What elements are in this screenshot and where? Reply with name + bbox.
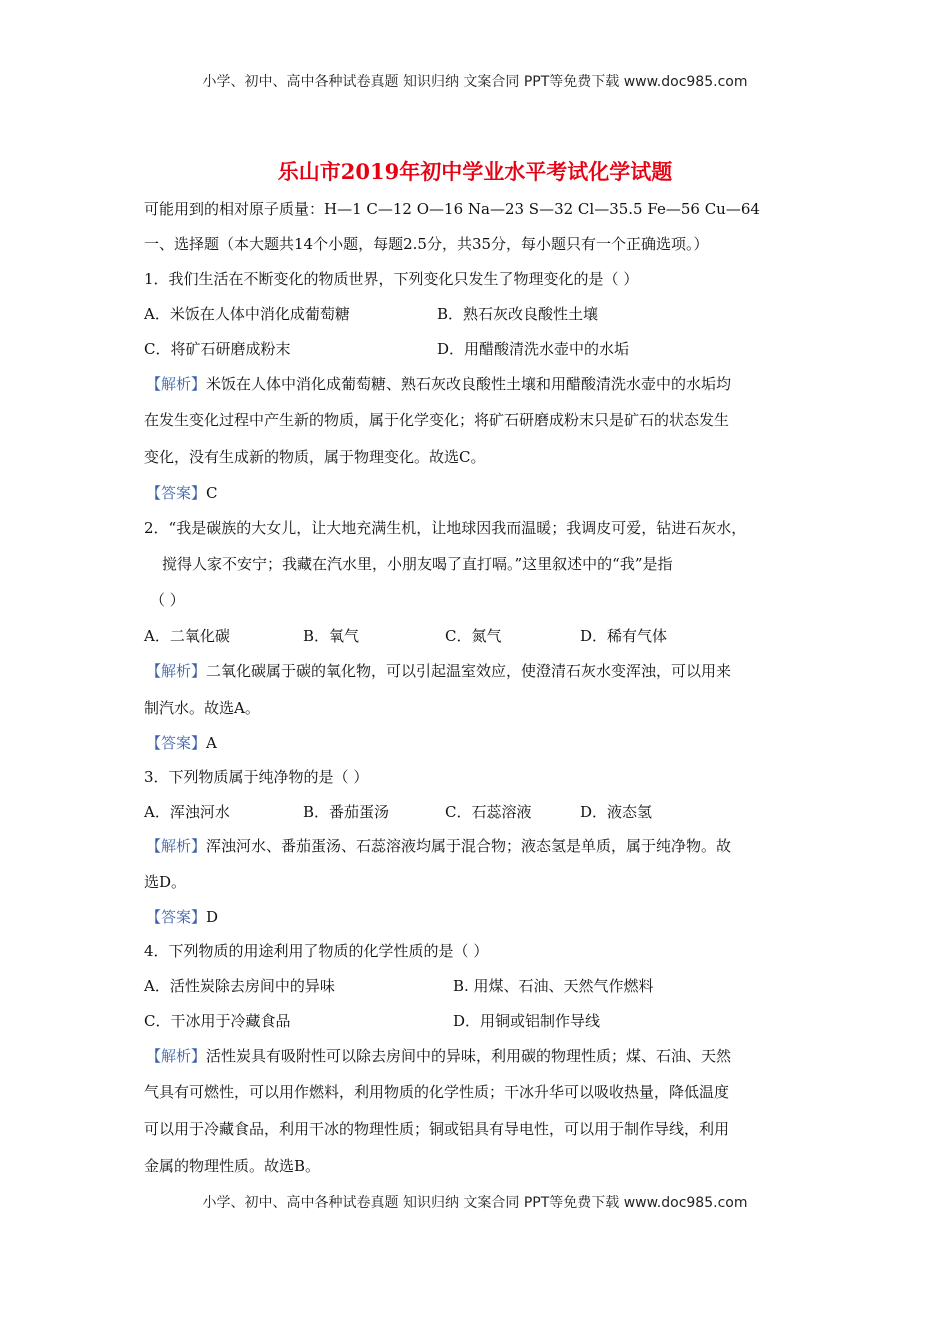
q4-option-a: A．活性炭除去房间中的异味 [144,977,335,995]
q4-option-c: C．干冰用于冷藏食品 [144,1012,291,1030]
q3-analysis-1: 浑浊河水、番茄蛋汤、石蕊溶液均属于混合物；液态氢是单质，属于纯净物。故 [206,837,732,855]
analysis-tag: 【解析】 [146,837,207,855]
q2-stem-1: 2．“我是碳族的大女儿，让大地充满生机，让地球因我而温暖；我调皮可爱，钻进石灰水， [144,519,747,537]
q4-option-b: B. 用煤、石油、天然气作燃料 [453,977,654,995]
q2-stem-2: 搅得人家不安宁；我藏在汽水里，小朋友喝了直打嗝。”这里叙述中的“我”是指 [162,555,673,573]
q1-option-b: B．熟石灰改良酸性土壤 [437,305,599,323]
atomic-masses: 可能用到的相对原子质量：H—1 C—12 O—16 Na—23 S—32 Cl—35.5 Fe—56 Cu—64 [144,200,760,218]
q4-stem: 4．下列物质的用途利用了物质的化学性质的是（ ） [144,942,489,960]
q2-analysis-1: 二氧化碳属于碳的氧化物，可以引起温室效应，使澄清石灰水变浑浊，可以用来 [206,662,732,680]
section-heading: 一、选择题（本大题共14个小题，每题2.5分，共35分，每小题只有一个正确选项。） [144,235,709,253]
analysis-tag: 【解析】 [146,375,207,393]
q4-analysis-1: 活性炭具有吸附性可以除去房间中的异味，利用碳的物理性质；煤、石油、天然 [206,1047,732,1065]
q3-analysis-2: 选D。 [144,873,187,891]
q2-option-b: B．氧气 [303,627,360,645]
q1-answer-line [146,482,218,503]
q3-option-c: C．石蕊溶液 [445,803,532,821]
exam-title: 乐山市2019年初中学业水平考试化学试题 [277,159,673,184]
q2-stem-3: （ ） [150,591,185,609]
answer-tag: 【答案】 [146,484,207,502]
q2-option-a: A．二氧化碳 [144,627,230,645]
q3-option-a: A．浑浊河水 [144,803,230,821]
answer-tag: 【答案】 [146,734,207,752]
q4-analysis-4: 金属的物理性质。故选B。 [144,1157,321,1175]
q4-option-d: D．用铜或铝制作导线 [453,1012,601,1030]
q4-analysis-2: 气具有可燃性，可以用作燃料，利用物质的化学性质；干冰升华可以吸收热量，降低温度 [144,1083,730,1101]
q1-option-d: D．用醋酸清洗水壶中的水垢 [437,340,630,358]
q3-stem: 3．下列物质属于纯净物的是（ ） [144,768,369,786]
q1-analysis-2: 在发生变化过程中产生新的物质，属于化学变化；将矿石研磨成粉末只是矿石的状态发生 [144,411,730,429]
q2-option-d: D．稀有气体 [580,627,668,645]
q3-option-b: B．番茄蛋汤 [303,803,390,821]
q4-analysis-line [146,1045,731,1066]
q1-analysis-line [146,373,731,394]
q1-stem: 1．我们生活在不断变化的物质世界，下列变化只发生了物理变化的是（ ） [144,270,639,288]
q2-option-c: C．氮气 [445,627,502,645]
q2-analysis-2: 制汽水。故选A。 [144,699,260,717]
q2-answer: A [206,734,217,752]
q1-answer: C [206,484,218,502]
analysis-tag: 【解析】 [146,1047,207,1065]
q3-answer: D [206,908,219,926]
q3-analysis-line [146,835,731,856]
q1-option-c: C．将矿石研磨成粉末 [144,340,291,358]
q1-analysis-1: 米饭在人体中消化成葡萄糖、熟石灰改良酸性土壤和用醋酸清洗水壶中的水垢均 [206,375,732,393]
page-footer: 小学、初中、高中各种试卷真题 知识归纳 文案合同 PPT等免费下载 www.doc985.com [202,1195,748,1211]
q3-answer-line [146,906,218,927]
analysis-tag: 【解析】 [146,662,207,680]
q3-option-d: D．液态氢 [580,803,653,821]
q1-option-a: A．米饭在人体中消化成葡萄糖 [144,305,350,323]
page-header: 小学、初中、高中各种试卷真题 知识归纳 文案合同 PPT等免费下载 www.doc985.com [202,74,748,90]
answer-tag: 【答案】 [146,908,207,926]
q2-analysis-line [146,660,731,681]
q4-analysis-3: 可以用于冷藏食品，利用干冰的物理性质；铜或铝具有导电性，可以用于制作导线，利用 [144,1120,730,1138]
q2-answer-line [146,732,217,753]
q1-analysis-3: 变化，没有生成新的物质，属于物理变化。故选C。 [144,448,486,466]
